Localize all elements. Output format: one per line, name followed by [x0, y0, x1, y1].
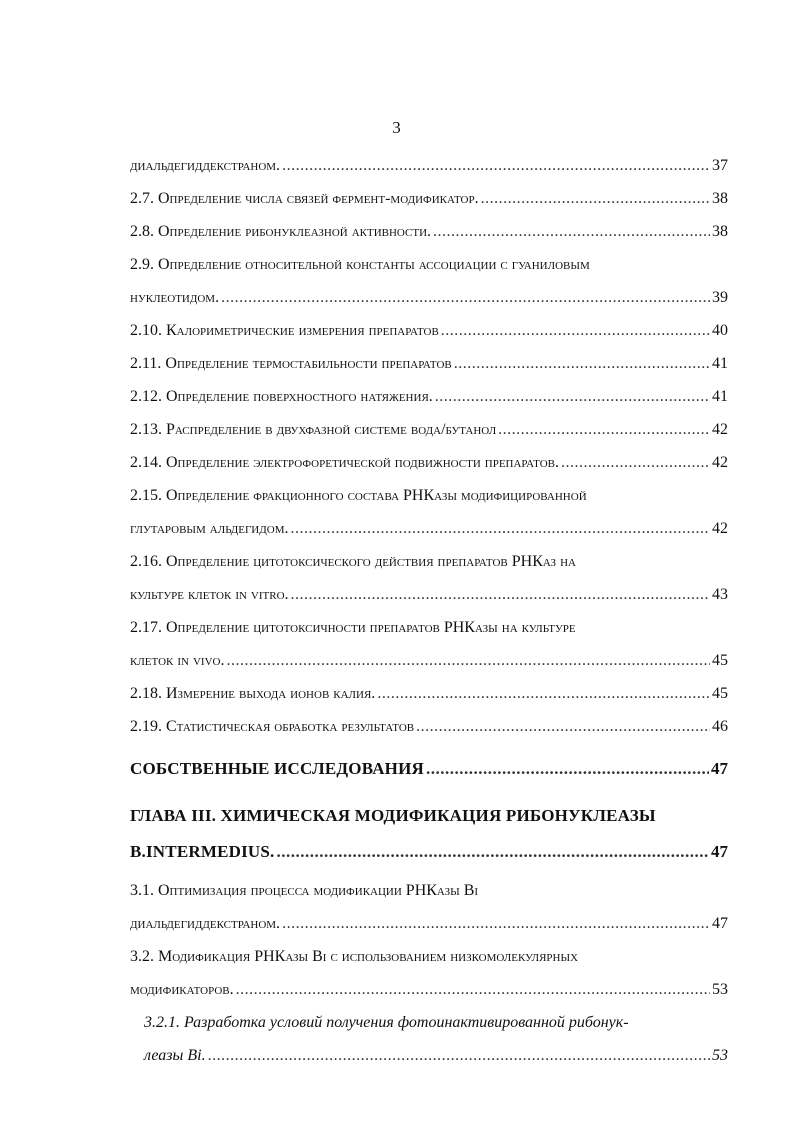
toc-entry-page: 53 — [712, 1047, 728, 1064]
toc-leader-dots — [208, 1046, 710, 1066]
toc-leader-dots — [481, 189, 710, 209]
toc-entry — [130, 717, 728, 737]
toc-entry-title: 2.14. Определение электрофоретической подвижности препаратов. — [130, 454, 559, 471]
toc-entry — [130, 684, 728, 704]
toc-entry-page: 47 — [711, 759, 728, 778]
toc-entry-title: 2.10. Калориметрические измерения препаратов — [130, 322, 439, 339]
toc-entry-title: 2.17. Определение цитотоксичности препаратов РНКазы на культуре — [130, 619, 576, 636]
toc-leader-dots — [561, 453, 710, 473]
toc-subentry — [144, 1013, 728, 1033]
toc-entry-page: 39 — [712, 289, 728, 306]
toc-entry-title: 2.19. Статистическая обработка результатов — [130, 718, 415, 735]
toc-entry — [130, 453, 728, 473]
toc-section-heading — [130, 759, 728, 779]
toc-entry-page: 43 — [712, 586, 728, 603]
toc-entry — [130, 486, 728, 506]
toc-entry-page: 53 — [712, 981, 728, 998]
toc-entry-title: 2.12. Определение поверхностного натяжения. — [130, 388, 433, 405]
toc-leader-dots — [226, 651, 710, 671]
toc-leader-dots — [236, 980, 710, 1000]
toc-entry-title: глутаровым альдегидом. — [130, 520, 289, 537]
toc-entry — [130, 387, 728, 407]
toc-leader-dots — [221, 288, 710, 308]
toc-entry — [130, 288, 728, 308]
toc-entry-page: 42 — [712, 454, 728, 471]
toc-entry-title: 3.2. Модификация РНКазы Bi с использованием низкомолекулярных — [130, 948, 579, 965]
toc-entry-page: 40 — [712, 322, 728, 339]
toc-entry — [130, 156, 728, 176]
toc-entry-title: 2.18. Измерение выхода ионов калия. — [130, 685, 376, 702]
toc-entry-title: нуклеотидом. — [130, 289, 220, 306]
toc-entry-page: 45 — [712, 652, 728, 669]
toc-entry-page: 37 — [712, 157, 728, 174]
toc-entry-title: 2.9. Определение относительной константы ассоциации с гуаниловым — [130, 256, 590, 273]
toc-entry-page: 46 — [712, 718, 728, 735]
toc-entry — [130, 618, 728, 638]
toc-entry-title: культуре клеток in vitro. — [130, 586, 289, 603]
toc-chapter-heading — [130, 842, 728, 862]
toc-leader-dots — [377, 684, 710, 704]
toc-leader-dots — [282, 914, 710, 934]
toc-leader-dots — [291, 585, 710, 605]
toc-entry — [130, 947, 728, 967]
toc-entry — [130, 881, 728, 901]
toc-entry-title: 2.15. Определение фракционного состава РНКазы модифицированной — [130, 487, 587, 504]
toc-entry — [130, 321, 728, 341]
toc-leader-dots — [290, 519, 710, 539]
toc-entry-title: 2.8. Определение рибонуклеазной активности. — [130, 223, 432, 240]
toc-entry — [130, 552, 728, 572]
toc-entry-title: ГЛАВА III. ХИМИЧЕСКАЯ МОДИФИКАЦИЯ РИБОНУКЛЕАЗЫ — [130, 806, 656, 825]
toc-subentry — [144, 1046, 728, 1066]
toc-entry — [130, 255, 728, 275]
toc-entry-title: диальдегиддекстраном. — [130, 157, 281, 174]
toc-entry — [130, 222, 728, 242]
toc-entry — [130, 914, 728, 934]
toc-entry-page: 41 — [712, 388, 728, 405]
toc-entry-page: 47 — [711, 842, 728, 861]
toc-leader-dots — [416, 717, 710, 737]
toc-entry-title: леазы Bi. — [144, 1047, 206, 1064]
toc-entry-title: 3.2.1. Разработка условий получения фотоинактивированной рибонук- — [144, 1014, 629, 1031]
toc-leader-dots — [498, 420, 710, 440]
toc-entry — [130, 354, 728, 374]
toc-leader-dots — [277, 842, 710, 862]
toc-entry — [130, 585, 728, 605]
toc-leader-dots — [282, 156, 710, 176]
toc-entry-title: 2.7. Определение числа связей фермент-модификатор. — [130, 190, 479, 207]
toc-entry-page: 45 — [712, 685, 728, 702]
toc-entry-page: 42 — [712, 421, 728, 438]
toc-entry — [130, 651, 728, 671]
toc-entry-title: диальдегиддекстраном. — [130, 915, 281, 932]
toc-leader-dots — [433, 222, 710, 242]
toc-entry-title: 2.16. Определение цитотоксического действия препаратов РНКаз на — [130, 553, 576, 570]
toc-entry-title: клеток in vivo. — [130, 652, 225, 669]
toc-chapter-heading — [130, 806, 728, 826]
toc-entry — [130, 189, 728, 209]
toc-entry-page: 38 — [712, 223, 728, 240]
toc-entry — [130, 980, 728, 1000]
toc-entry-page: 47 — [712, 915, 728, 932]
toc-entry — [130, 519, 728, 539]
toc-entry-page: 42 — [712, 520, 728, 537]
toc-entry-title: 3.1. Оптимизация процесса модификации РНКазы Bi — [130, 882, 479, 899]
toc-entry-title: модификаторов. — [130, 981, 234, 998]
toc-entry-title: B.INTERMEDIUS. — [130, 842, 275, 861]
toc-entry-page: 38 — [712, 190, 728, 207]
toc-entry-page: 41 — [712, 355, 728, 372]
toc-entry-title: 2.13. Распределение в двухфазной системе вода/бутанол — [130, 421, 497, 438]
toc-entry-title: 2.11. Определение термостабильности препаратов — [130, 355, 452, 372]
toc-leader-dots — [435, 387, 710, 407]
page-number: 3 — [392, 118, 401, 137]
toc-leader-dots — [426, 759, 709, 779]
toc-leader-dots — [441, 321, 710, 341]
toc-entry — [130, 420, 728, 440]
toc-leader-dots — [454, 354, 710, 374]
toc-entry-title: СОБСТВЕННЫЕ ИССЛЕДОВАНИЯ — [130, 759, 424, 778]
